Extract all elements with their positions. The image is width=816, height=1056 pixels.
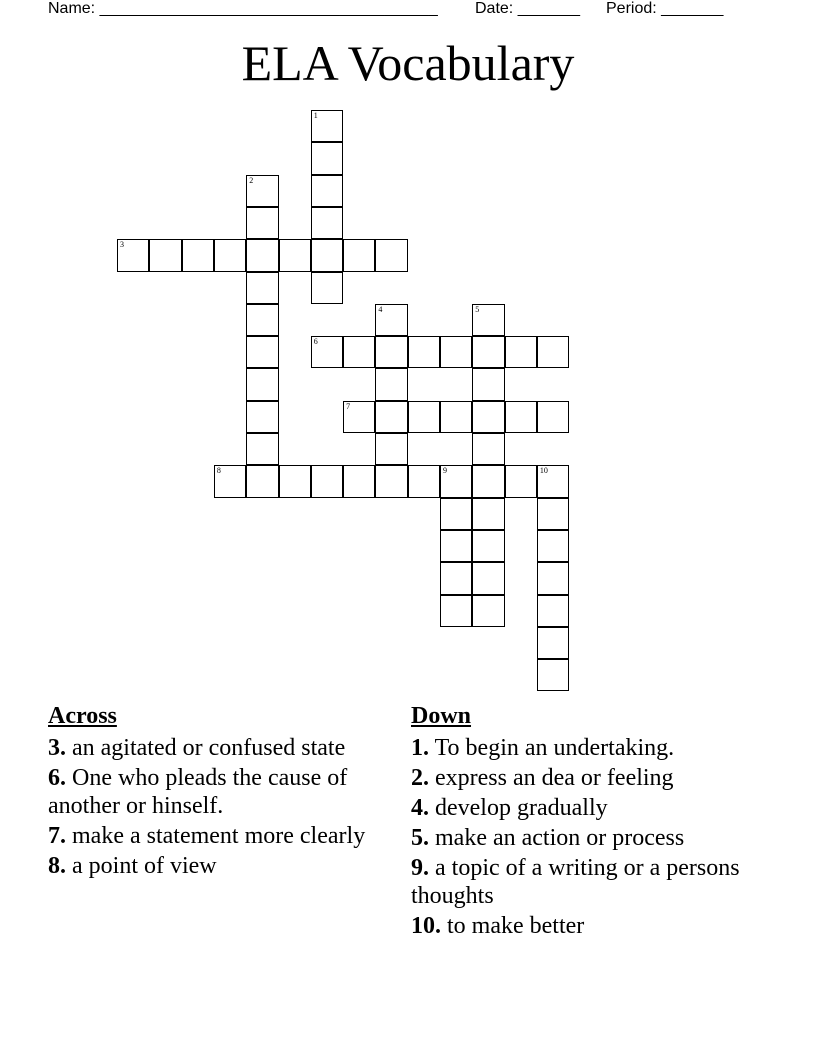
crossword-cell[interactable]	[472, 465, 504, 497]
crossword-cell[interactable]	[408, 401, 440, 433]
crossword-cell[interactable]	[375, 401, 407, 433]
crossword-cell[interactable]	[472, 595, 504, 627]
cell-number: 8	[216, 466, 221, 476]
clue-text: develop gradually	[429, 795, 608, 821]
across-clues	[48, 702, 378, 882]
crossword-cell[interactable]	[375, 239, 407, 271]
cell-number: 5	[475, 304, 480, 314]
clue-number: 5.	[411, 825, 429, 851]
cell-number: 9	[443, 466, 447, 476]
down-clue-10	[411, 912, 771, 940]
crossword-cell[interactable]	[214, 465, 246, 497]
crossword-cell[interactable]	[246, 336, 278, 368]
across-clue-7	[48, 822, 378, 850]
crossword-cell[interactable]	[343, 401, 375, 433]
crossword-cell[interactable]	[311, 465, 343, 497]
crossword-cell[interactable]	[311, 142, 343, 174]
cell-number: 1	[313, 111, 318, 120]
clue-number: 3.	[48, 735, 66, 761]
clue-text: make a statement more clearly	[66, 823, 366, 849]
crossword-cell[interactable]	[375, 368, 407, 400]
cell-number: 4	[378, 304, 383, 314]
crossword-cell[interactable]	[343, 239, 375, 271]
cell-number: 7	[346, 401, 351, 411]
clue-text: One who pleads the cause of another or hinself.	[48, 765, 348, 819]
crossword-cell[interactable]	[246, 304, 278, 336]
crossword-cell[interactable]	[472, 498, 504, 530]
down-clue-2	[411, 764, 771, 792]
name-field[interactable]: Name: ______________________________________	[48, 0, 438, 17]
cell-number: 6	[313, 337, 318, 347]
down-clues	[411, 702, 771, 942]
across-heading: Across	[48, 703, 117, 729]
crossword-cell[interactable]	[246, 368, 278, 400]
crossword-cell[interactable]	[246, 272, 278, 304]
clue-number: 1.	[411, 735, 429, 761]
crossword-cell[interactable]	[311, 175, 343, 207]
crossword-cell[interactable]	[440, 336, 472, 368]
cell-number: 3	[120, 240, 124, 250]
crossword-cell[interactable]	[472, 336, 504, 368]
crossword-cell[interactable]	[149, 239, 181, 271]
crossword-cell[interactable]	[472, 433, 504, 465]
clue-number: 4.	[411, 795, 429, 821]
down-clue-4	[411, 794, 771, 822]
crossword-cell[interactable]	[440, 530, 472, 562]
crossword-cell[interactable]	[311, 336, 343, 368]
crossword-cell[interactable]	[246, 239, 278, 271]
clue-text: a point of view	[66, 853, 217, 879]
down-heading: Down	[411, 703, 472, 729]
down-clue-1	[411, 734, 771, 762]
down-clue-9	[411, 854, 771, 910]
crossword-cell[interactable]	[311, 110, 343, 142]
crossword-cell[interactable]	[214, 239, 246, 271]
crossword-cell[interactable]	[537, 465, 569, 497]
clue-number: 8.	[48, 853, 66, 879]
crossword-cell[interactable]	[343, 465, 375, 497]
crossword-cell[interactable]	[537, 498, 569, 530]
cell-number: 2	[249, 175, 254, 185]
page-title: ELA Vocabulary	[241, 35, 575, 91]
across-clue-3	[48, 734, 378, 762]
crossword-cell[interactable]	[440, 595, 472, 627]
crossword-cell[interactable]	[472, 401, 504, 433]
clue-text: make an action or process	[429, 825, 685, 851]
crossword-cell[interactable]	[311, 272, 343, 304]
crossword-cell[interactable]	[182, 239, 214, 271]
crossword-cell[interactable]	[343, 336, 375, 368]
crossword-cell[interactable]	[246, 465, 278, 497]
crossword-cell[interactable]	[505, 401, 537, 433]
crossword-cell[interactable]	[440, 498, 472, 530]
crossword-cell[interactable]	[375, 433, 407, 465]
crossword-cell[interactable]	[311, 239, 343, 271]
crossword-cell[interactable]	[537, 595, 569, 627]
down-clue-5	[411, 824, 771, 852]
clue-text: an agitated or confused state	[66, 735, 346, 761]
clue-text: a topic of a writing or a persons thoughts	[411, 855, 740, 909]
crossword-cell[interactable]	[537, 336, 569, 368]
clue-number: 2.	[411, 765, 429, 791]
crossword-cell[interactable]	[537, 530, 569, 562]
crossword-cell[interactable]	[472, 530, 504, 562]
crossword-cell[interactable]	[311, 207, 343, 239]
crossword-cell[interactable]	[408, 465, 440, 497]
crossword-cell[interactable]	[537, 401, 569, 433]
crossword-cell[interactable]	[246, 401, 278, 433]
crossword-cell[interactable]	[472, 562, 504, 594]
crossword-cell[interactable]	[246, 433, 278, 465]
period-field[interactable]: Period: _______	[606, 0, 724, 17]
crossword-cell[interactable]	[408, 336, 440, 368]
crossword-cell[interactable]	[537, 562, 569, 594]
clue-number: 10.	[411, 913, 441, 939]
crossword-cell[interactable]	[279, 239, 311, 271]
crossword-cell[interactable]	[537, 659, 569, 691]
crossword-cell[interactable]	[375, 465, 407, 497]
clue-number: 6.	[48, 765, 66, 791]
crossword-cell[interactable]	[505, 336, 537, 368]
clue-text: express an dea or feeling	[429, 765, 674, 791]
crossword-cell[interactable]	[472, 368, 504, 400]
crossword-cell[interactable]	[537, 627, 569, 659]
clue-text: to make better	[441, 913, 585, 939]
crossword-cell[interactable]	[246, 207, 278, 239]
clue-number: 7.	[48, 823, 66, 849]
crossword-cell[interactable]	[440, 465, 472, 497]
crossword-cell[interactable]	[472, 304, 504, 336]
crossword-cell[interactable]	[440, 401, 472, 433]
across-clue-6	[48, 764, 378, 820]
clue-number: 9.	[411, 855, 429, 881]
crossword-cell[interactable]	[375, 336, 407, 368]
crossword-cell[interactable]	[440, 562, 472, 594]
cell-number: 10	[539, 466, 548, 476]
date-field[interactable]: Date: _______	[475, 0, 580, 17]
crossword-cell[interactable]	[505, 465, 537, 497]
across-clue-8	[48, 852, 378, 880]
crossword-cell[interactable]	[246, 175, 278, 207]
crossword-cell[interactable]	[117, 239, 149, 271]
crossword-cell[interactable]	[279, 465, 311, 497]
clue-text: To begin an undertaking.	[429, 735, 675, 761]
crossword-cell[interactable]	[375, 304, 407, 336]
